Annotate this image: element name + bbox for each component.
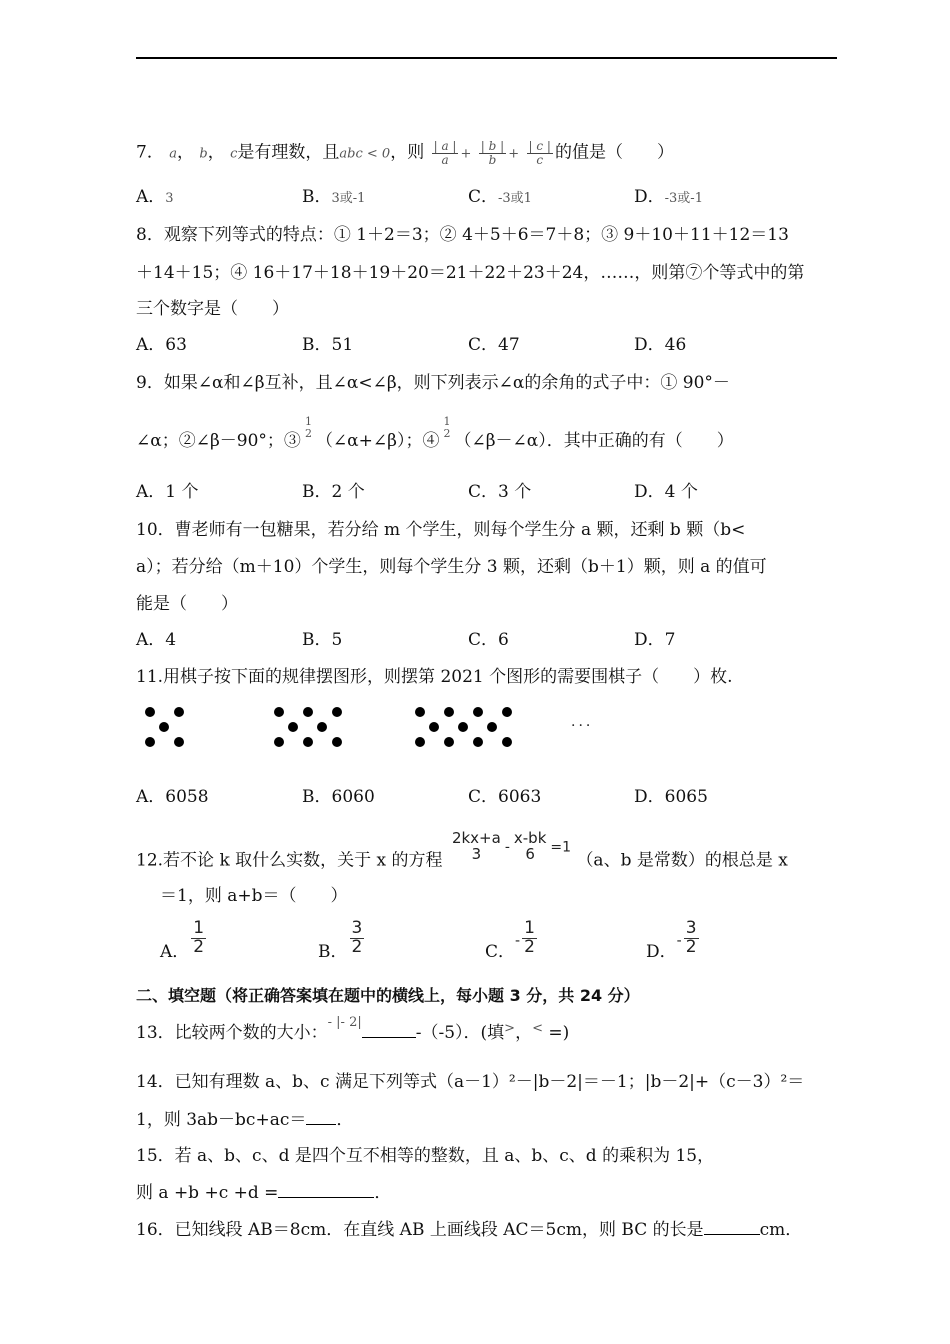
stone <box>444 707 454 717</box>
question-15-line-1: 15．若 a、b、c、d 是四个互不相等的整数，且 a、b、c、d 的乘积为 15， <box>136 1146 715 1166</box>
header-rule <box>136 57 837 59</box>
question-8-line-3: 三个数字是（ ） <box>136 299 289 319</box>
q9-option-b[interactable]: B．2 个 <box>302 482 365 502</box>
stone <box>174 737 184 747</box>
fraction-abs-b: $\frac{| b |}{b}$ <box>480 139 505 167</box>
q11-option-d[interactable]: D．6065 <box>634 787 708 807</box>
stone <box>415 737 425 747</box>
fraction-abs-a: $\frac{| a |}{a}$ <box>433 139 457 167</box>
stone <box>332 737 342 747</box>
stone <box>303 737 313 747</box>
stone <box>429 722 439 732</box>
question-12-line-2: ＝1，则 a+b＝（ ） <box>160 886 348 906</box>
question-15-line-2: 则 a +b +c +d = ． <box>136 1183 392 1203</box>
condition-abc: abc < 0 <box>339 146 391 162</box>
q10-option-c[interactable]: C．6 <box>468 630 509 650</box>
question-11-line-1: 11.用棋子按下面的规律摆图形，则摆第 2021 个图形的需要围棋子（ ）枚. <box>136 667 733 687</box>
q8-option-a[interactable]: A．63 <box>136 335 187 355</box>
question-13: 13．比较两个数的大小：$^{- |- 2|}$-（-5）．(填>，< =) <box>136 1015 570 1043</box>
q9-option-d[interactable]: D．4 个 <box>634 482 698 502</box>
question-8-line-2: ＋14＋15；④ 16＋17＋18＋19＋20＝21＋22＋23＋24，……，则第⑦个等式中的第 <box>136 263 805 283</box>
answer-blank-15[interactable] <box>278 1181 374 1198</box>
question-10-line-1: 10．曹老师有一包糖果，若分给 m 个学生，则每个学生分 a 颗，还剩 b 颗（b< <box>136 520 746 540</box>
stone <box>145 737 155 747</box>
q9-option-c[interactable]: C．3 个 <box>468 482 532 502</box>
q8-option-b[interactable]: B．51 <box>302 335 354 355</box>
answer-blank-16[interactable] <box>704 1218 760 1235</box>
question-9-line-1: 9．如果∠α和∠β互补，且∠α<∠β，则下列表示∠α的余角的式子中：① 90°－ <box>136 373 730 393</box>
q7-option-c[interactable]: C．-3或1 <box>468 187 532 207</box>
q9-option-a[interactable]: A．1 个 <box>136 482 199 502</box>
stone <box>444 737 454 747</box>
stone <box>288 722 298 732</box>
q7-option-a[interactable]: A．3 <box>136 187 174 207</box>
stone <box>332 707 342 717</box>
question-12-line-1: 12.若不论 k 取什么实数，关于 x 的方程 2kx+a 3 - x-bk 6 =1 （a、b 是常数）的根总是 x <box>136 829 788 871</box>
q8-option-d[interactable]: D．46 <box>634 335 687 355</box>
stone <box>415 707 425 717</box>
q12-option-d[interactable]: D．- $\frac{3}{2}$ <box>646 918 697 962</box>
stone <box>502 707 512 717</box>
fraction-half-1: 1 2 <box>304 415 312 440</box>
stone <box>473 737 483 747</box>
stone <box>473 707 483 717</box>
question-9-line-2: ∠α；②∠β－90°；③ 1 2 （∠α+∠β）；④ 1 2 （∠β－∠α）．其中正确的有（ ） <box>136 415 734 452</box>
q10-option-a[interactable]: A．4 <box>136 630 177 650</box>
stone <box>458 722 468 732</box>
stone <box>317 722 327 732</box>
stone <box>159 722 169 732</box>
question-10-line-2: a）；若分给（m＋10）个学生，则每个学生分 3 颗，还剩（b＋1）颗，则 a 的值可 <box>136 557 767 577</box>
question-16: 16．已知线段 AB＝8cm．在直线 AB 上画线段 AC＝5cm，则 BC 的长是 cm． <box>136 1220 803 1240</box>
q7-option-b[interactable]: B．3或-1 <box>302 187 366 207</box>
q10-option-d[interactable]: D．7 <box>634 630 676 650</box>
q8-option-c[interactable]: C．47 <box>468 335 520 355</box>
pattern-ellipsis: ··· <box>571 718 594 734</box>
stone <box>274 707 284 717</box>
var-b: b <box>199 146 208 162</box>
stone <box>174 707 184 717</box>
question-14-line-1: 14．已知有理数 a、b、c 满足下列等式（a－1）²－|b－2|＝－1；|b－2|+（c－3）²＝ <box>136 1072 805 1092</box>
stone <box>502 737 512 747</box>
stone <box>487 722 497 732</box>
question-7: 7． a， b， c是有理数，且abc < 0，则 $\frac{| a |}{a}$ + $\frac{| b |}{b}$ + $\frac{| c |}{c}$ 的值是（ ） <box>136 139 674 167</box>
var-c: c <box>230 146 238 162</box>
q12-option-b[interactable]: B． $\frac{3}{2}$ <box>318 918 363 962</box>
equation: 2kx+a 3 - x-bk 6 =1 <box>451 829 572 863</box>
q11-option-b[interactable]: B．6060 <box>302 787 375 807</box>
question-14-line-2: 1，则 3ab－bc+ac＝ ． <box>136 1110 354 1130</box>
q10-option-b[interactable]: B．5 <box>302 630 343 650</box>
expr-neg-abs: - |- 2| <box>327 1015 362 1030</box>
q12-option-c[interactable]: C．- $\frac{1}{2}$ <box>485 918 535 962</box>
fraction-half-2: 1 2 <box>443 415 451 440</box>
q11-option-c[interactable]: C．6063 <box>468 787 542 807</box>
fraction-abs-c: $\frac{| c |}{c}$ <box>528 139 551 167</box>
answer-blank-13[interactable] <box>362 1021 416 1038</box>
section-2-title: 二、填空题（将正确答案填在题中的横线上，每小题 3 分，共 24 分） <box>136 986 640 1005</box>
stone <box>303 707 313 717</box>
question-8-line-1: 8．观察下列等式的特点：① 1＋2＝3；② 4＋5＋6＝7＋8；③ 9＋10＋11＋12＝13 <box>136 225 789 245</box>
q12-option-a[interactable]: A． $\frac{1}{2}$ <box>160 918 205 962</box>
q11-option-a[interactable]: A．6058 <box>136 787 209 807</box>
stone <box>145 707 155 717</box>
q7-option-d[interactable]: D．-3或-1 <box>634 187 703 207</box>
stone <box>274 737 284 747</box>
question-10-line-3: 能是（ ） <box>136 594 238 614</box>
answer-blank-14[interactable] <box>306 1108 336 1125</box>
var-a: a <box>169 146 177 162</box>
